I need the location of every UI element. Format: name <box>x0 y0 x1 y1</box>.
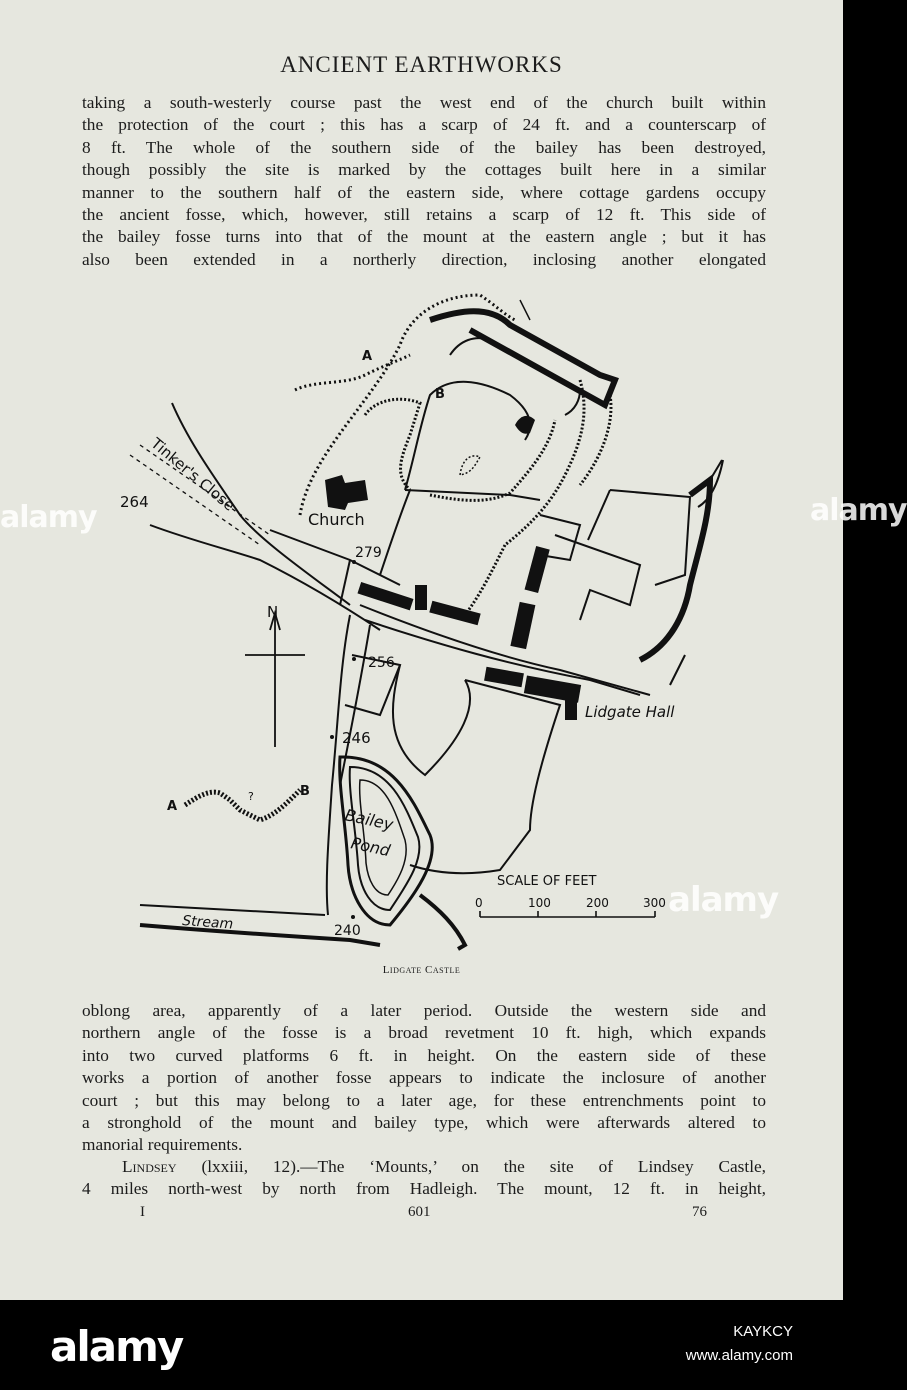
spot-256 <box>352 657 356 661</box>
eastern-scarp <box>505 380 584 545</box>
watermark-center: alamy <box>668 880 779 920</box>
section-profile <box>185 790 300 820</box>
cottage-row <box>357 582 413 610</box>
text-line: also been extended in a northerly direction, inclosing another elongated <box>82 249 766 269</box>
text-line: works a portion of another fosse appears to indicate the inclosure of another <box>82 1068 766 1088</box>
stock-footer-bar <box>0 1300 843 1390</box>
text-line: the bailey fosse turns into that of the mount at the eastern angle ; but it has <box>82 227 766 247</box>
text-line: taking a south-westerly course past the west end of the church built within <box>82 93 766 112</box>
site-plan <box>110 285 740 955</box>
text-line: oblong area, apparently of a later period. Outside the western side and <box>82 1001 766 1020</box>
garden-west <box>588 490 610 540</box>
tinkers-close-road <box>172 403 350 605</box>
cottage-north <box>525 546 550 593</box>
churchyard-east <box>380 490 410 575</box>
site-plan-figure <box>110 285 740 955</box>
church-label: Church <box>308 510 365 529</box>
text-line: court ; but this may belong to a later age, for these entrenchments point to <box>82 1090 766 1110</box>
alamy-logo: alamy <box>50 1322 183 1371</box>
spot-279 <box>352 560 356 564</box>
plan-b-label: B <box>435 387 445 402</box>
text-line: manner to the southern half of the eastern side, where cottage gardens occupy <box>82 182 766 202</box>
outflow <box>420 895 465 949</box>
scale-tick-0: 0 <box>475 896 483 910</box>
section-marker: ? <box>248 790 254 803</box>
sheet-number: 76 <box>692 1204 707 1220</box>
height-279: 279 <box>355 545 382 561</box>
text-line: a stronghold of the mount and bailey type, which were afterwards altered to <box>82 1112 766 1132</box>
scale-bar <box>480 911 655 917</box>
mount-top <box>460 456 480 475</box>
stream-label: Stream <box>181 913 234 933</box>
text-line: manorial requirements. <box>82 1135 243 1155</box>
cottage-row-2 <box>429 601 480 626</box>
mount-scarp <box>430 420 555 500</box>
text-line: 4 miles north-west by north from Hadleigh. The mount, 12 ft. in height, <box>82 1179 766 1199</box>
bailey-fosse <box>465 545 505 615</box>
page-number: 601 <box>408 1204 431 1220</box>
hall-plot <box>670 655 685 685</box>
small-building <box>415 585 427 610</box>
watermark-right: alamy <box>810 493 907 528</box>
church-building <box>325 475 368 510</box>
mount-edge <box>405 382 530 490</box>
tinkers-close-label: Tinker's Close <box>147 434 239 515</box>
running-header: ANCIENT EARTHWORKS <box>280 52 563 77</box>
site-url: www.alamy.com <box>685 1347 793 1364</box>
pond-label: Pond <box>349 833 392 861</box>
inner-scarp <box>365 399 420 490</box>
signature-mark: I <box>140 1204 145 1220</box>
height-246: 246 <box>342 729 371 747</box>
hall-outbuilding <box>484 667 524 687</box>
bailey-label: Bailey <box>343 805 396 835</box>
scale-tick-200: 200 <box>586 896 609 910</box>
section-a-label: A <box>167 799 178 814</box>
plot-246 <box>393 665 470 775</box>
stream-boundary <box>140 905 325 915</box>
lidgate-hall-label: Lidgate Hall <box>585 703 675 721</box>
spot-240 <box>351 915 355 919</box>
text-line: the ancient fosse, which, however, still retains a scarp of 12 ft. This side of <box>82 204 766 224</box>
scale-tick-100: 100 <box>528 896 551 910</box>
watermark-left: alamy <box>0 500 97 535</box>
hall-wing <box>565 690 577 720</box>
entry-heading: Lindsey <box>122 1157 177 1176</box>
figure-caption: Lidgate Castle <box>382 964 461 976</box>
image-reference <box>686 1320 793 1368</box>
north-label: N <box>267 603 279 621</box>
image-id: KAYKCY <box>733 1323 793 1340</box>
text-line: the protection of the court ; this has a scarp of 24 ft. and a counterscarp of <box>82 115 766 135</box>
paragraph-middle <box>82 1000 766 1157</box>
spot-246 <box>330 735 334 739</box>
garden-plot <box>610 490 690 585</box>
height-256: 256 <box>368 655 395 671</box>
court-boundary <box>405 490 540 500</box>
page-footer <box>0 1204 843 1228</box>
text-line: though possibly the site is marked by the cottages built here in a similar <box>82 160 766 180</box>
height-240: 240 <box>334 923 361 939</box>
north-line <box>520 300 530 320</box>
text-line: into two curved platforms 6 ft. in height. On the eastern side of these <box>82 1045 766 1065</box>
churchyard-west <box>340 560 350 605</box>
text-line: northern angle of the fosse is a broad revetment 10 ft. high, which expands <box>82 1023 766 1043</box>
height-264: 264 <box>120 493 149 511</box>
paragraph-top <box>82 92 766 271</box>
scale-tick-300: 300 <box>643 896 666 910</box>
mount-pit <box>515 416 535 434</box>
plan-a-label: A <box>362 349 373 364</box>
outbuildings <box>555 535 640 620</box>
text-line <box>82 1156 766 1178</box>
scale-title: SCALE OF FEET <box>497 874 597 889</box>
entry-text: (lxxiii, 12).—The ‘Mounts,’ on the site of Lindsey Castle, <box>176 1157 766 1176</box>
cottage-east <box>510 602 535 649</box>
text-line: 8 ft. The whole of the southern side of the bailey has been destroyed, <box>82 137 766 157</box>
paragraph-lindsey <box>82 1156 766 1201</box>
section-b-label: B <box>300 784 310 799</box>
